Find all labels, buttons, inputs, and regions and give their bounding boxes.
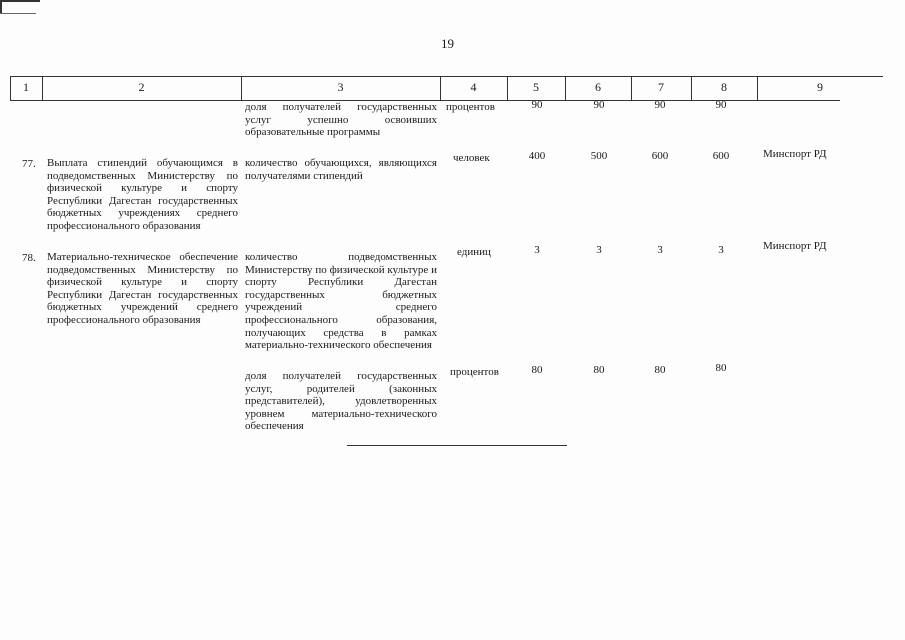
executor-cell: Минспорт РД (763, 240, 827, 252)
value-col-8: 3 (718, 244, 724, 256)
value-col-7: 600 (651, 150, 669, 162)
executor-cell: Минспорт РД (763, 148, 827, 160)
header-col-7: 7 (658, 80, 664, 94)
header-col-5: 5 (533, 80, 539, 94)
unit-cell: процентов (450, 366, 499, 378)
page-number: 19 (441, 36, 454, 51)
unit-cell: процентов (446, 101, 495, 113)
value-col-5: 80 (531, 364, 543, 376)
value-col-8: 90 (715, 99, 727, 111)
closing-rule (347, 445, 567, 446)
value-col-7: 3 (657, 244, 663, 256)
value-col-5: 90 (531, 99, 543, 111)
header-col-8: 8 (721, 80, 727, 94)
value-col-6: 500 (590, 150, 608, 162)
value-col-5: 400 (528, 150, 546, 162)
activity-text: Материально-техническое обеспечение подведомственных Министерству по физической культуре и спорту Республики Дагестан государственных бюджетных учреждений среднего профессионального образования (47, 251, 238, 326)
value-col-6: 3 (596, 244, 602, 256)
unit-cell: единиц (457, 246, 491, 258)
value-col-7: 80 (654, 364, 666, 376)
value-col-7: 90 (654, 99, 666, 111)
header-col-3: 3 (337, 80, 344, 94)
value-col-5: 3 (534, 244, 540, 256)
indicator-text: количество обучающихся, являющихся получателями стипендий (245, 157, 437, 182)
header-col-1: 1 (23, 80, 29, 94)
header-col-4: 4 (470, 80, 477, 94)
value-col-6: 80 (593, 364, 605, 376)
scan-corner-tick (0, 13, 36, 14)
header-col-6: 6 (595, 80, 601, 94)
activity-text: Выплата стипендий обучающимся в подведомственных Министерству по физической культуре и спорту Республики Дагестан государственных бюджетных учреждениях среднего профессионального образования (47, 157, 238, 232)
indicator-text: доля получателей государственных услуг, родителей (законных представителей), удовлетворенных уровнем материально-технического обеспечения (245, 370, 437, 433)
scan-corner-mark (0, 0, 40, 13)
indicator-text: количество подведомственных Министерству по физической культуре и спорту Республики Дагестан государственных бюджетных учреждений среднего профессионального образования, получающих средства в рамках материально-технического обеспечения (245, 251, 437, 352)
header-col-2: 2 (138, 80, 145, 94)
row-number: 77. (22, 158, 36, 170)
value-col-8: 600 (712, 150, 730, 162)
indicator-text: доля получателей государственных услуг успешно освоивших образовательные программы (245, 101, 437, 139)
header-col-9: 9 (817, 80, 823, 94)
unit-cell: человек (453, 152, 490, 164)
row-number: 78. (22, 252, 36, 264)
value-col-8: 80 (715, 362, 727, 374)
table-header-top-rule (10, 76, 883, 77)
value-col-6: 90 (593, 99, 605, 111)
